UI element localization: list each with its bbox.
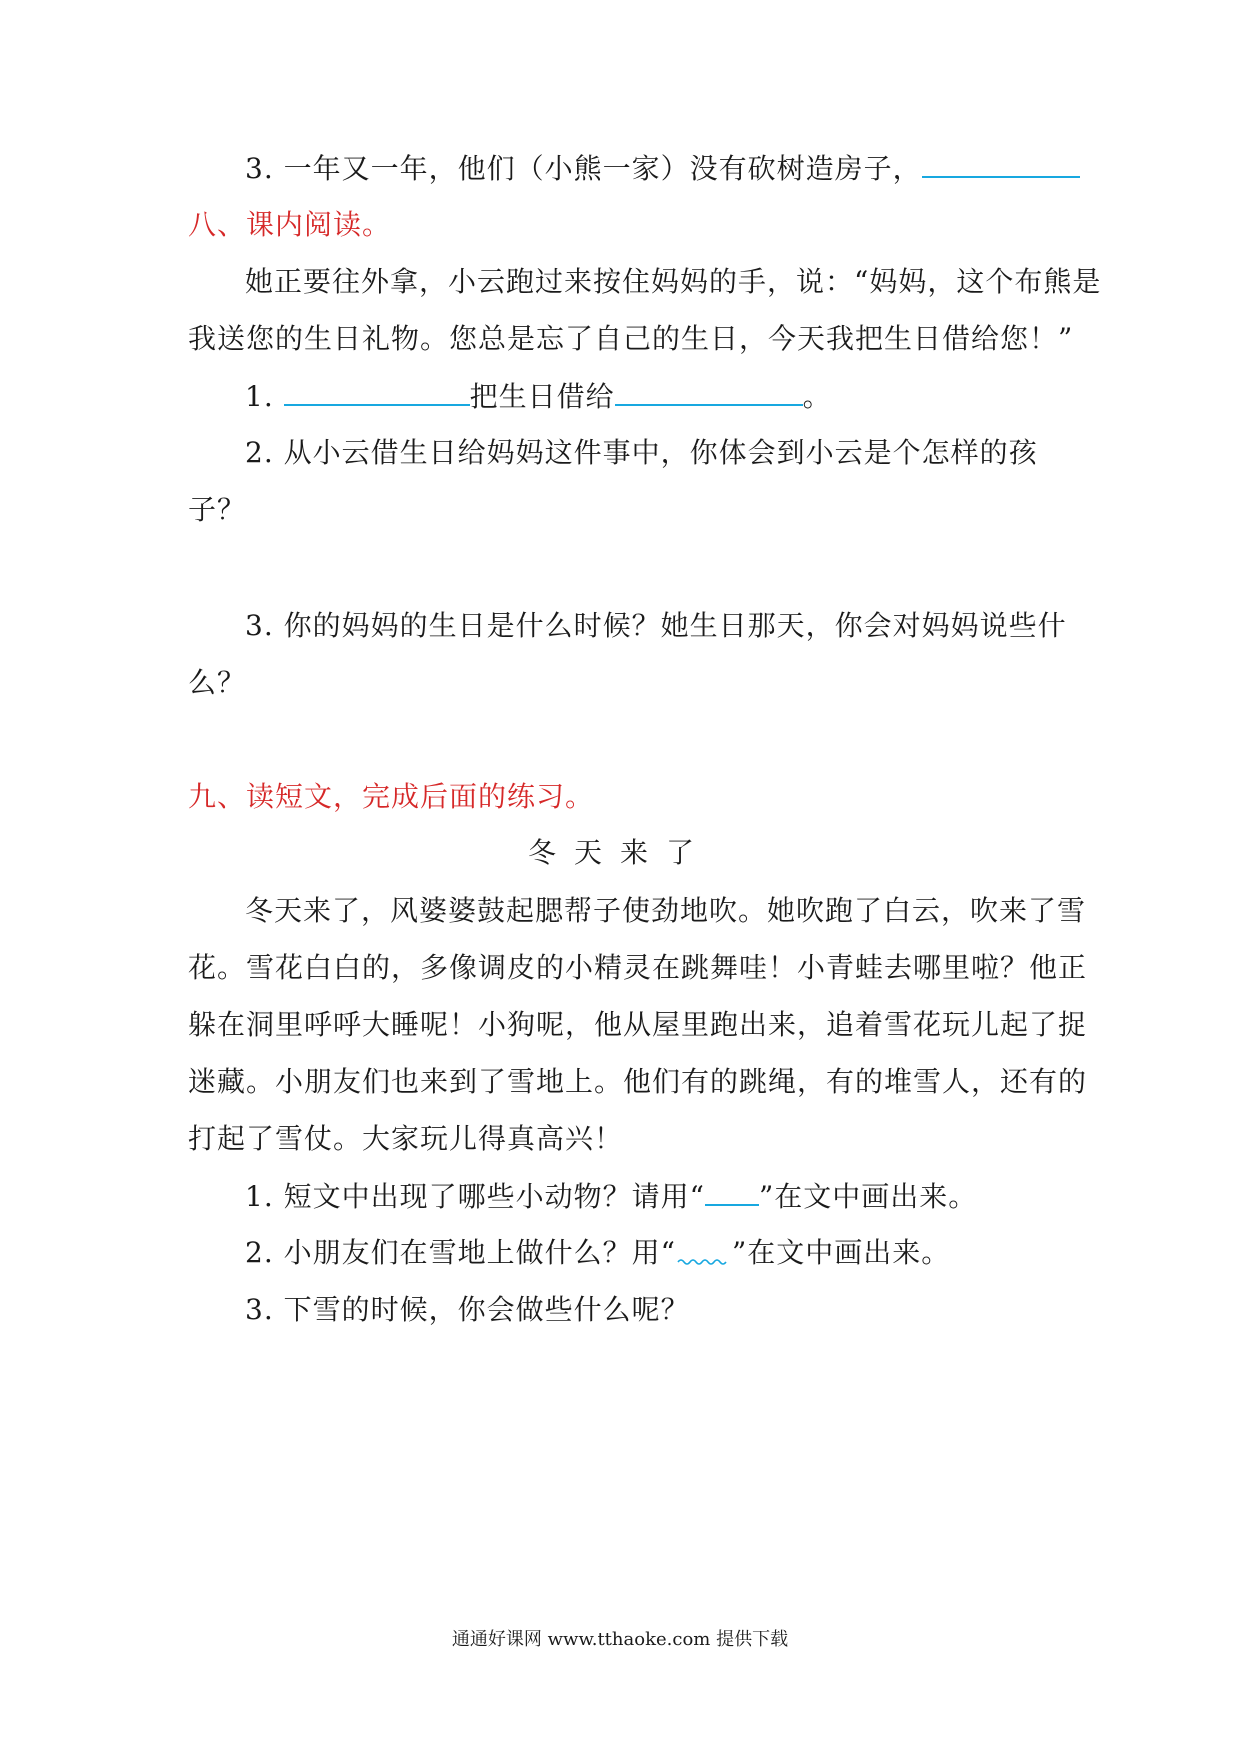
wavy-underline-sample	[676, 1234, 732, 1262]
q1-text-end: ”在文中画出来。	[758, 1180, 978, 1213]
q1-end: 。	[802, 380, 832, 413]
q1-middle-text: 把生日借给	[469, 380, 615, 413]
q1-number: 1.	[245, 380, 274, 413]
section8-q2-line2: 子？	[188, 493, 247, 526]
answer-blank[interactable]	[922, 148, 1080, 178]
section8-q2-line1: 2. 从小云借生日给妈妈这件事中，你体会到小云是个怎样的孩	[245, 436, 1038, 469]
section8-q3-line2: 么？	[188, 666, 247, 699]
passage-line2: 花。雪花白白的，多像调皮的小精灵在跳舞哇！小青蛙去哪里啦？他正	[188, 951, 1088, 984]
section9-q1	[0, 1176, 1240, 1217]
section8-passage-line1: 她正要往外拿，小云跑过来按住妈妈的手，说：“妈妈，这个布熊是	[245, 265, 1102, 298]
straight-underline-sample	[705, 1176, 759, 1206]
section9-q3: 3. 下雪的时候，你会做些什么呢？	[245, 1293, 690, 1326]
q1-text-start: 1. 短文中出现了哪些小动物？请用“	[245, 1180, 705, 1213]
q2-text-end: ”在文中画出来。	[731, 1236, 951, 1269]
passage-title: 冬天来了	[527, 836, 712, 869]
answer-blank[interactable]	[284, 376, 470, 406]
section9-heading: 九、读短文，完成后面的练习。	[188, 780, 595, 813]
section8-passage-line2: 我送您的生日礼物。您总是忘了自己的生日，今天我把生日借给您！”	[188, 322, 1074, 355]
section8-q3-line1: 3. 你的妈妈的生日是什么时候？她生日那天，你会对妈妈说些什	[245, 609, 1067, 642]
q7-item3-text: 3. 一年又一年，他们（小熊一家）没有砍树造房子，	[245, 152, 922, 185]
passage-line1: 冬天来了，风婆婆鼓起腮帮子使劲地吹。她吹跑了白云，吹来了雪	[245, 894, 1087, 927]
section8-heading: 八、课内阅读。	[188, 208, 392, 241]
footer-credit: 通通好课网 www.tthaoke.com 提供下载	[451, 1629, 789, 1650]
q7-item3	[0, 148, 1240, 189]
passage-line3: 躲在洞里呼呼大睡呢！小狗呢，他从屋里跑出来，追着雪花玩儿起了捉	[188, 1008, 1088, 1041]
section8-q1	[0, 376, 1240, 417]
answer-blank[interactable]	[615, 376, 803, 406]
section9-q2	[0, 1233, 1240, 1273]
passage-line5: 打起了雪仗。大家玩儿得真高兴！	[188, 1122, 624, 1155]
passage-line4: 迷藏。小朋友们也来到了雪地上。他们有的跳绳，有的堆雪人，还有的	[188, 1065, 1088, 1098]
q2-text-start: 2. 小朋友们在雪地上做什么？用“	[245, 1236, 676, 1269]
